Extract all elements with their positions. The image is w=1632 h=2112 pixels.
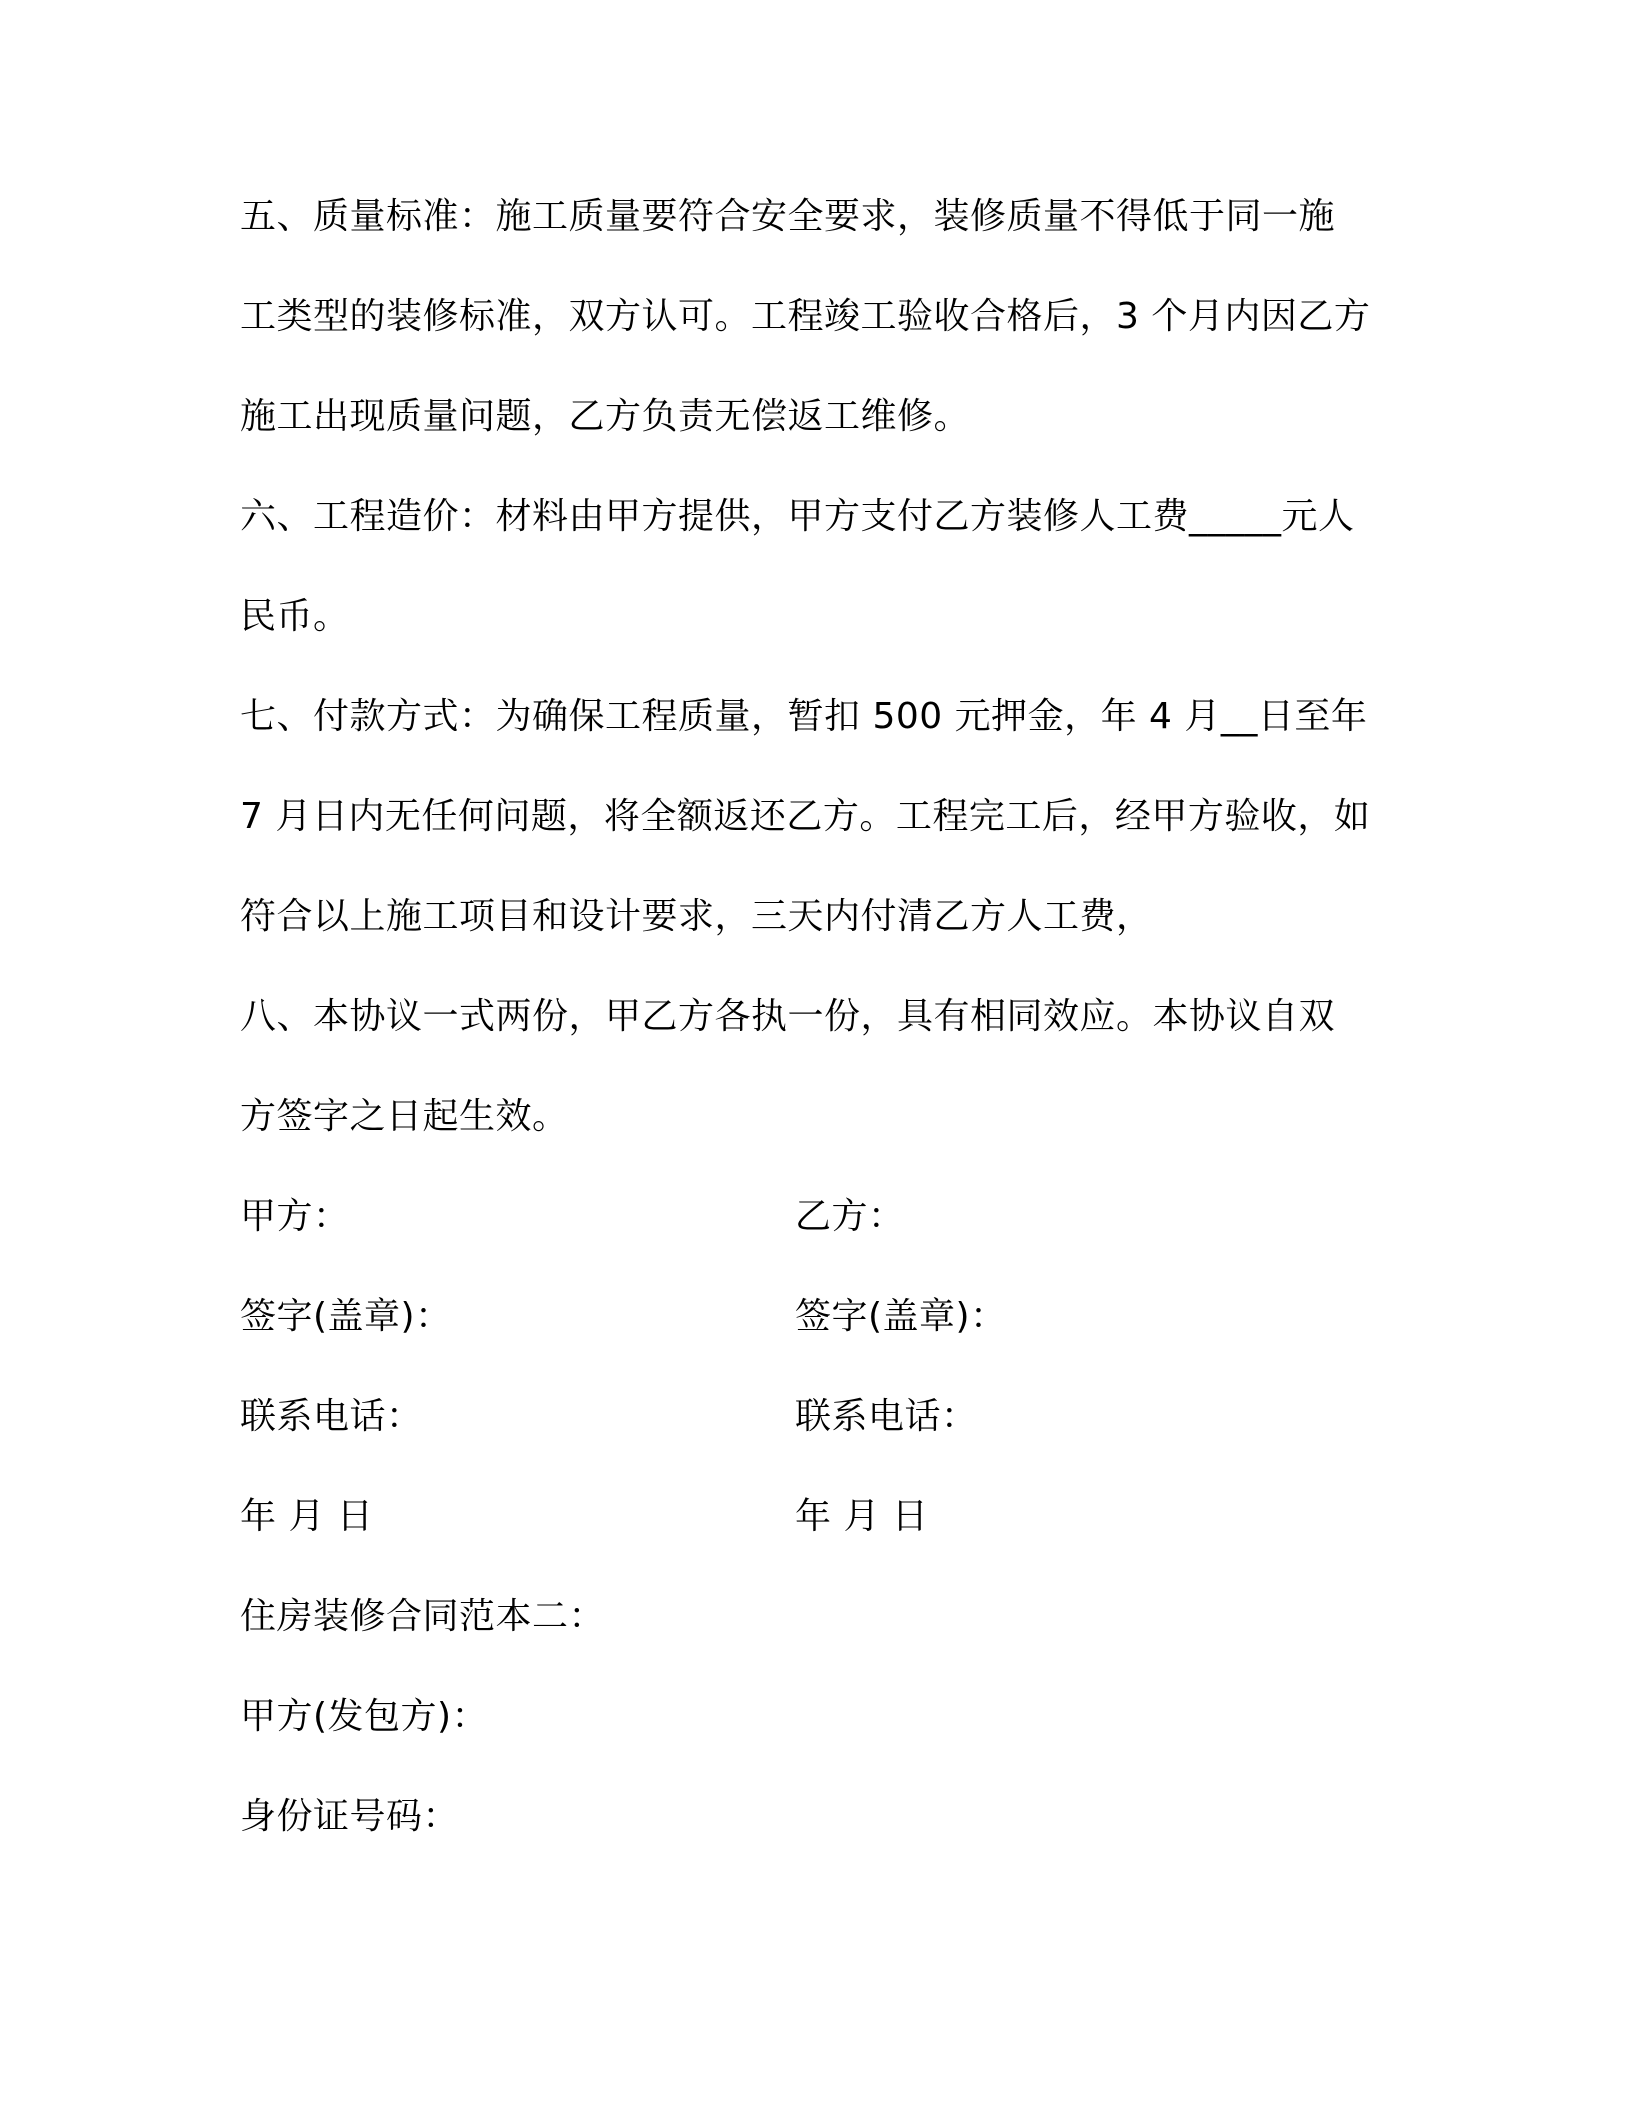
clause-7-line-2: 7 月日内无任何问题，将全额返还乙方。工程完工后，经甲方验收，如 — [240, 796, 1371, 837]
party-b-date: 年 月 日 — [795, 1496, 929, 1537]
party-b-label: 乙方： — [795, 1196, 905, 1237]
party-b-sign: 签字(盖章)： — [795, 1296, 1007, 1337]
clause-7-line-3: 符合以上施工项目和设计要求，三天内付清乙方人工费， — [240, 896, 1153, 937]
clause-6-line-2: 民币。 — [240, 596, 350, 637]
clause-5-line-3: 施工出现质量问题，乙方负责无偿返工维修。 — [240, 396, 971, 437]
party-a-phone: 联系电话： — [240, 1396, 423, 1437]
clause-5-line-1: 五、质量标准：施工质量要符合安全要求，装修质量不得低于同一施 — [240, 196, 1336, 237]
party-a-sign: 签字(盖章)： — [240, 1296, 452, 1337]
clause-5-line-2: 工类型的装修标准，双方认可。工程竣工验收合格后，3 个月内因乙方 — [240, 296, 1371, 337]
clause-8-line-2: 方签字之日起生效。 — [240, 1096, 569, 1137]
sample-two-id-number: 身份证号码： — [240, 1796, 460, 1837]
clause-8-line-1: 八、本协议一式两份，甲乙方各执一份，具有相同效应。本协议自双 — [240, 996, 1336, 1037]
party-a-label: 甲方： — [240, 1196, 350, 1237]
clause-7-line-1: 七、付款方式：为确保工程质量，暂扣 500 元押金，年 4 月__日至年 — [240, 696, 1368, 737]
sample-two-title: 住房装修合同范本二： — [240, 1596, 606, 1637]
sample-two-party-a: 甲方(发包方)： — [240, 1696, 489, 1737]
party-a-date: 年 月 日 — [240, 1496, 374, 1537]
clause-6-line-1: 六、工程造价：材料由甲方提供，甲方支付乙方装修人工费_____元人 — [240, 496, 1355, 537]
party-b-phone: 联系电话： — [795, 1396, 978, 1437]
